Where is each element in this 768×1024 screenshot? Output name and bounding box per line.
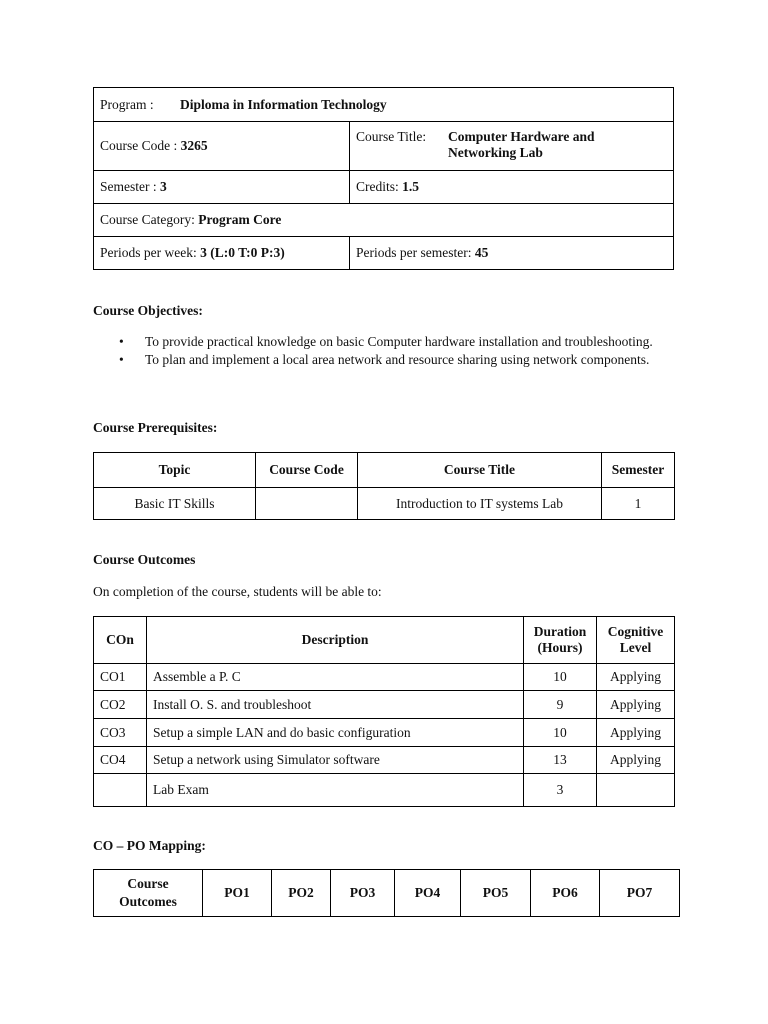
column-header: PO3 bbox=[331, 870, 395, 917]
semester-value: 3 bbox=[160, 179, 167, 194]
course-code-value: 3265 bbox=[180, 138, 208, 153]
course-title-cell bbox=[350, 122, 674, 171]
periods-semester-value: 45 bbox=[474, 245, 489, 260]
column-header: Cognitive Level bbox=[597, 617, 675, 664]
prerequisites-heading: Course Prerequisites: bbox=[93, 420, 218, 435]
course-title-line1: Computer Hardware and bbox=[448, 129, 595, 144]
table-cell: Applying bbox=[597, 691, 675, 719]
column-header: COn bbox=[94, 617, 147, 664]
bullet-icon: • bbox=[119, 351, 124, 367]
table-cell: Applying bbox=[597, 747, 675, 774]
table-cell: 10 bbox=[524, 664, 597, 691]
category-value: Program Core bbox=[198, 212, 282, 227]
credits-cell bbox=[350, 171, 674, 204]
objective-item bbox=[93, 334, 674, 351]
category-label: Course Category: bbox=[100, 212, 195, 227]
course-code-cell bbox=[94, 122, 350, 171]
objectives-list bbox=[93, 334, 674, 369]
table-row bbox=[94, 774, 675, 807]
category-cell bbox=[94, 204, 674, 237]
column-header: PO4 bbox=[395, 870, 461, 917]
column-header: Description bbox=[147, 617, 524, 664]
credits-label: Credits: bbox=[356, 179, 399, 194]
outcomes-heading: Course Outcomes bbox=[93, 552, 196, 567]
objective-text: To plan and implement a local area network and resource sharing using network components. bbox=[145, 351, 650, 367]
table-cell: Basic IT Skills bbox=[94, 488, 256, 520]
program-label: Program : bbox=[100, 96, 154, 112]
table-cell: CO1 bbox=[94, 664, 147, 691]
table-row bbox=[94, 664, 675, 691]
table-cell: 10 bbox=[524, 719, 597, 747]
table-row bbox=[94, 719, 675, 747]
column-header: PO2 bbox=[272, 870, 331, 917]
periods-semester-cell bbox=[350, 237, 674, 270]
column-header: Course Title bbox=[358, 453, 602, 488]
outcomes-table bbox=[93, 616, 675, 807]
program-cell bbox=[94, 88, 674, 122]
column-header: PO5 bbox=[461, 870, 531, 917]
table-header-row bbox=[94, 870, 680, 917]
periods-semester-label: Periods per semester: bbox=[356, 245, 472, 260]
table-cell: Introduction to IT systems Lab bbox=[358, 488, 602, 520]
table-row bbox=[94, 747, 675, 774]
objective-item bbox=[93, 352, 674, 369]
semester-label: Semester : bbox=[100, 179, 157, 194]
table-cell: CO3 bbox=[94, 719, 147, 747]
table-cell: Applying bbox=[597, 664, 675, 691]
bullet-icon: • bbox=[119, 334, 124, 349]
table-cell bbox=[256, 488, 358, 520]
column-header: Course Code bbox=[256, 453, 358, 488]
column-header: Duration (Hours) bbox=[524, 617, 597, 664]
table-row bbox=[94, 488, 675, 520]
table-row bbox=[94, 691, 675, 719]
objectives-heading: Course Objectives: bbox=[93, 303, 203, 318]
table-cell: 3 bbox=[524, 774, 597, 807]
course-code-label: Course Code : bbox=[100, 138, 178, 153]
prerequisites-table bbox=[93, 452, 675, 520]
periods-week-cell bbox=[94, 237, 350, 270]
course-title-label: Course Title: bbox=[356, 129, 427, 144]
table-cell: 1 bbox=[602, 488, 675, 520]
table-cell: 13 bbox=[524, 747, 597, 774]
column-header: Semester bbox=[602, 453, 675, 488]
table-header-row bbox=[94, 617, 675, 664]
table-cell: Install O. S. and troubleshoot bbox=[147, 691, 524, 719]
table-cell: Applying bbox=[597, 719, 675, 747]
course-title-line2: Networking Lab bbox=[448, 145, 543, 160]
table-cell: Setup a simple LAN and do basic configuration bbox=[147, 719, 524, 747]
table-cell: Setup a network using Simulator software bbox=[147, 747, 524, 774]
column-header: PO7 bbox=[600, 870, 680, 917]
table-cell: CO2 bbox=[94, 691, 147, 719]
semester-cell bbox=[94, 171, 350, 204]
column-header: PO6 bbox=[531, 870, 600, 917]
outcomes-intro: On completion of the course, students will be able to: bbox=[93, 584, 382, 599]
periods-week-value: 3 (L:0 T:0 P:3) bbox=[200, 245, 285, 260]
column-header: Topic bbox=[94, 453, 256, 488]
table-header-row bbox=[94, 453, 675, 488]
co-po-mapping-table bbox=[93, 869, 680, 917]
table-cell: 9 bbox=[524, 691, 597, 719]
table-cell: Assemble a P. C bbox=[147, 664, 524, 691]
column-header: Course Outcomes bbox=[94, 870, 203, 917]
table-cell: CO4 bbox=[94, 747, 147, 774]
table-cell bbox=[597, 774, 675, 807]
credits-value: 1.5 bbox=[402, 179, 419, 194]
periods-week-label: Periods per week: bbox=[100, 245, 197, 260]
mapping-heading: CO – PO Mapping: bbox=[93, 838, 206, 853]
course-info-table bbox=[93, 87, 674, 270]
program-value: Diploma in Information Technology bbox=[180, 96, 387, 112]
column-header: PO1 bbox=[203, 870, 272, 917]
table-cell bbox=[94, 774, 147, 807]
objective-text: To provide practical knowledge on basic Computer hardware installation and troubleshooting. bbox=[145, 334, 653, 349]
table-cell: Lab Exam bbox=[147, 774, 524, 807]
